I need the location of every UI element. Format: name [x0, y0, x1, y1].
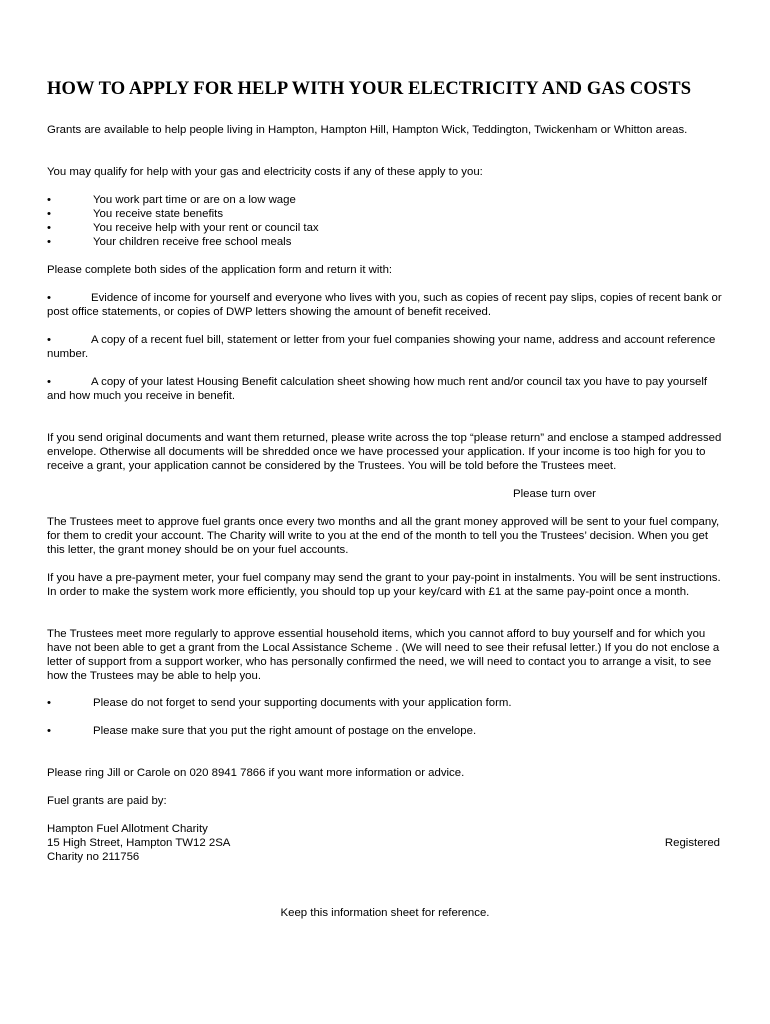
list-item-text: You receive state benefits — [93, 208, 224, 220]
complete-intro-paragraph — [47, 263, 727, 277]
bullet-icon: • — [47, 222, 51, 234]
trustees-fuel-paragraph — [47, 515, 727, 557]
qualify-intro-text: You may qualify for help with your gas and electricity costs if any of these apply to you: — [47, 166, 483, 178]
list-item — [47, 207, 727, 221]
paid-by-paragraph — [47, 794, 727, 808]
reminder-text: Please do not forget to send your supporting documents with your application form. — [93, 697, 512, 709]
bullet-icon: • — [47, 208, 51, 220]
list-item — [47, 221, 727, 235]
list-item-text: Your children receive free school meals — [93, 236, 292, 248]
bullet-icon: • — [47, 376, 51, 388]
list-item — [47, 193, 727, 207]
charity-address: 15 High Street, Hampton TW12 2SA — [47, 837, 231, 849]
turn-over-text: Please turn over — [513, 488, 596, 500]
trustees-fuel-text: The Trustees meet to approve fuel grants once every two months and all the grant money approved will be sent to your fuel company, for them to credit your account. The Charity will write to you at the end of the month to tell you the Trustees’ decision. When you get this letter, the grant money should be on your fuel accounts. — [47, 516, 720, 556]
intro-text: Grants are available to help people living in Hampton, Hampton Hill, Hampton Wick, Teddington, Twickenham or Whitton areas. — [47, 124, 688, 136]
charity-address-block — [47, 822, 720, 864]
document-item-text: • A copy of your latest Housing Benefit calculation sheet showing how much rent and/or council tax you have to pay yourself and how much you receive in benefit. — [47, 376, 708, 402]
originals-text: If you send original documents and want them returned, please write across the top “please return” and enclose a stamped addressed envelope. Otherwise all documents will be shredded once we have processed your application. If your income is too high for you to receive a grant, your application cannot be considered by the Trustees. You will be told before the Trustees meet. — [47, 432, 722, 472]
bullet-icon: • — [47, 194, 51, 206]
paid-by-text: Fuel grants are paid by: — [47, 795, 167, 807]
registered-label: Registered — [664, 837, 720, 849]
bullet-icon: • — [47, 334, 51, 346]
reminder-item — [47, 696, 727, 710]
reminder-item — [47, 724, 727, 738]
keep-sheet-note — [47, 906, 723, 920]
bullet-icon: • — [47, 697, 51, 709]
list-item-text: You receive help with your rent or council tax — [93, 222, 319, 234]
keep-sheet-text: Keep this information sheet for reference. — [280, 907, 490, 919]
contact-text: Please ring Jill or Carole on 020 8941 7866 if you want more information or advice. — [47, 767, 465, 779]
document-item — [47, 333, 727, 361]
originals-paragraph — [47, 431, 727, 473]
prepayment-text: If you have a pre-payment meter, your fuel company may send the grant to your pay-point in instalments. You will be sent instructions. In order to make the system work more efficiently, you should top up your key/card with £1 at the same pay-point once a month. — [47, 572, 721, 598]
reminder-text: Please make sure that you put the right amount of postage on the envelope. — [93, 725, 477, 737]
document-item — [47, 375, 727, 403]
bullet-icon: • — [47, 725, 51, 737]
turn-over-note — [513, 487, 713, 501]
bullet-icon: • — [47, 236, 51, 248]
qualify-list — [47, 193, 727, 249]
document-item-text: • A copy of a recent fuel bill, statement or letter from your fuel companies showing your name, address and account reference number. — [47, 334, 716, 360]
intro-paragraph — [47, 123, 727, 137]
page-title: HOW TO APPLY FOR HELP WITH YOUR ELECTRICITY AND GAS COSTS — [47, 79, 692, 99]
trustees-household-text: The Trustees meet more regularly to approve essential household items, which you cannot afford to buy yourself and for which you have not been able to get a grant from the Local Assistance Scheme . (We will need to see their refusal letter.) If you do not enclose a letter of support from a support worker, who has personally confirmed the need, we will need to contact you to arrange a visit, to see how the Trustees may be able to help you. — [47, 628, 720, 682]
charity-number: Charity no 211756 — [47, 851, 140, 863]
contact-paragraph — [47, 766, 727, 780]
charity-name: Hampton Fuel Allotment Charity — [47, 823, 208, 835]
complete-intro-text: Please complete both sides of the application form and return it with: — [47, 264, 393, 276]
list-item — [47, 235, 727, 249]
trustees-household-paragraph — [47, 627, 727, 683]
prepayment-paragraph — [47, 571, 727, 599]
document-item — [47, 291, 727, 319]
document-item-text: • Evidence of income for yourself and everyone who lives with you, such as copies of recent pay slips, copies of recent bank or post office statements, or copies of DWP letters showing the amount of benefit received. — [47, 292, 722, 318]
qualify-intro-paragraph — [47, 165, 727, 179]
list-item-text: You work part time or are on a low wage — [93, 194, 296, 206]
bullet-icon: • — [47, 292, 51, 304]
